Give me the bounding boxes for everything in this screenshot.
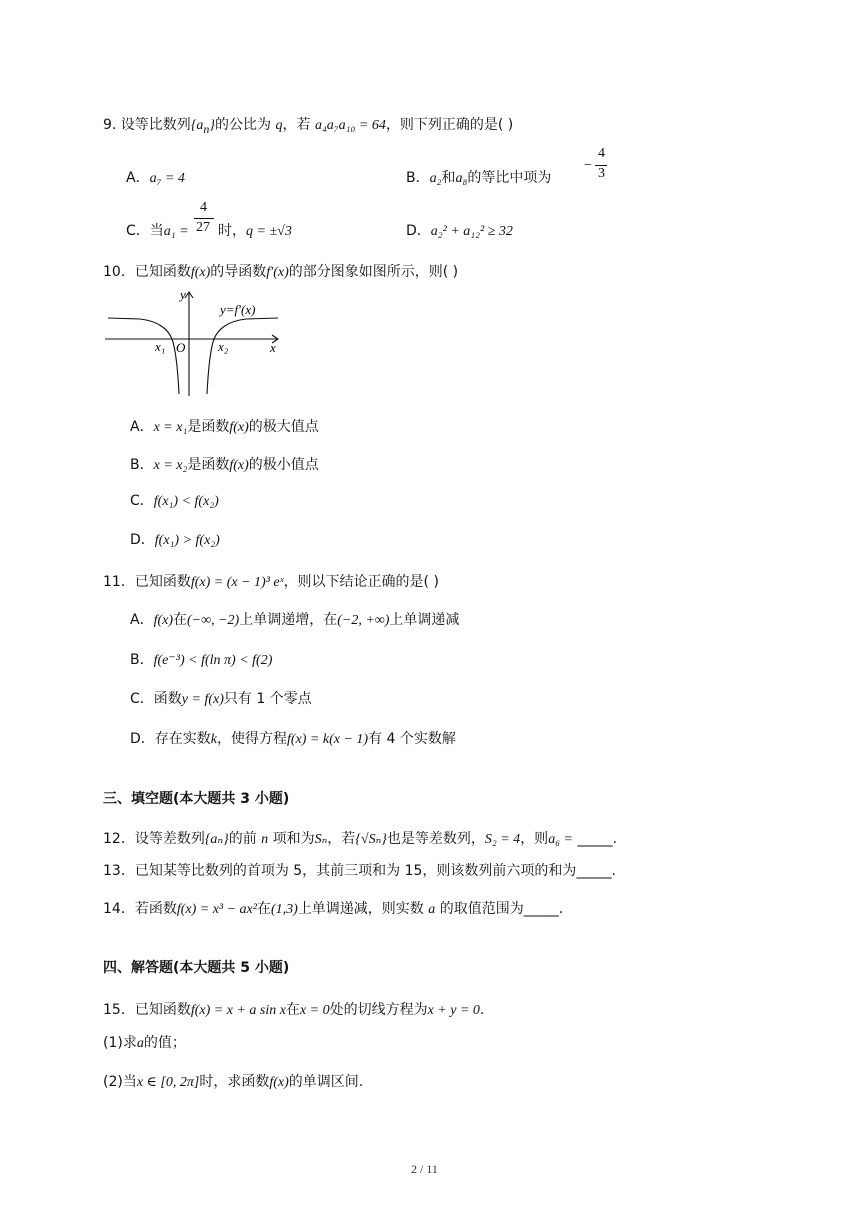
- q12: 12．设等差数列{aₙ}的前 n 项和为Sₙ，若{√Sₙ}也是等差数列，S₂ = 4，则a₆ = _____.: [103, 831, 617, 847]
- y-axis-label: y: [180, 287, 186, 302]
- q13-answer-blank[interactable]: _____: [576, 863, 612, 879]
- q11-option-d: D．存在实数k，使得方程f(x) = k(x − 1)有 4 个实数解: [130, 731, 456, 747]
- q11-option-b: B．f(e⁻³) < f(ln π) < f(2): [130, 652, 273, 668]
- section-fill-in-heading: 三、填空题(本大题共 3 小题): [103, 791, 290, 807]
- q10-option-d: D．f(x₁) > f(x₂): [130, 532, 220, 548]
- q15-part1: (1)求a的值；: [103, 1035, 186, 1051]
- q15-part2: (2)当x ∈ [0, 2π]时，求函数f(x)的单调区间.: [103, 1074, 364, 1090]
- x-axis-label: x: [270, 340, 276, 355]
- q9-option-c-fraction: 4 27: [194, 200, 216, 242]
- q10-option-a: A．x = x₁是函数f(x)的极大值点: [130, 419, 319, 435]
- origin-label: O: [176, 340, 186, 355]
- q9-option-c: C．当a₁ =: [126, 223, 189, 239]
- q9-stem: 9. 设等比数列$\{a_n\}$的公比为 q，若 a₄a₇a₁₀ = 64，则下列正确的是( ): [103, 117, 514, 136]
- x2-label: x₂: [218, 339, 229, 354]
- right-branch-curve: [207, 318, 278, 394]
- q9-option-b: B．a₂和a₈的等比中项为: [406, 170, 552, 186]
- q11-stem: 11．已知函数f(x) = (x − 1)³ eˣ，则以下结论正确的是( ): [103, 574, 439, 590]
- q10-option-c: C．f(x₁) < f(x₂): [130, 493, 219, 509]
- q9-option-d: D．a₂² + a₁₂² ≥ 32: [406, 223, 513, 239]
- q9-option-c-rest: 时，q = ±√3: [218, 223, 292, 239]
- left-branch-curve: [108, 318, 179, 394]
- q9-option-b-fraction: − 4 3: [584, 146, 605, 181]
- q14: 14．若函数f(x) = x³ − ax²在(1,3)上单调递减，则实数 a 的取值范围为_____.: [103, 901, 564, 917]
- section-answer-heading: 四、解答题(本大题共 5 小题): [103, 960, 290, 976]
- q9-option-a: A．a₇ = 4: [126, 170, 185, 186]
- page-number: 2 / 11: [411, 1162, 438, 1176]
- q11-option-c: C．函数y = f(x)只有 1 个零点: [130, 691, 312, 707]
- q13: 13．已知某等比数列的首项为 5，其前三项和为 15，则该数列前六项的和为_____.: [103, 863, 616, 879]
- q12-answer-blank[interactable]: _____: [577, 831, 613, 847]
- q14-answer-blank[interactable]: _____: [523, 901, 559, 917]
- x1-label: x₁: [155, 339, 166, 354]
- q11-option-a: A．f(x)在(−∞, −2)上单调递增，在(−2, +∞)上单调递减: [130, 612, 460, 628]
- derivative-graph: [100, 284, 290, 399]
- q15: 15．已知函数f(x) = x + a sin x在x = 0处的切线方程为x + y = 0.: [103, 1002, 485, 1018]
- q10-option-b: B．x = x₂是函数f(x)的极小值点: [130, 457, 319, 473]
- q10-stem: 10．已知函数f(x)的导函数f′(x)的部分图象如图所示，则( ): [103, 264, 459, 280]
- curve-label: y=f′(x): [220, 302, 256, 317]
